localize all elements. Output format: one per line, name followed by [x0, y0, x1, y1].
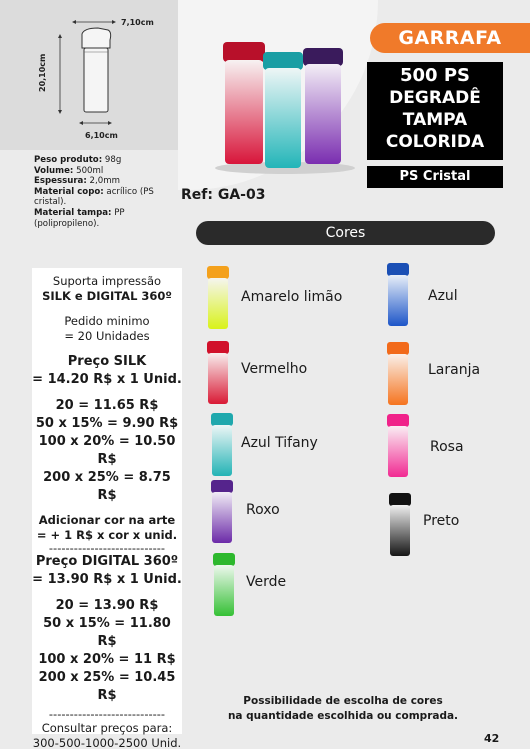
color-name-rosa: Rosa [430, 439, 464, 455]
digital-tier: 200 x 25% = 10.45 R$ [38, 670, 176, 703]
print-support-line: Suporta impressão [52, 274, 162, 288]
bottle-swatch-azul [386, 263, 410, 327]
color-name-azul-tifany: Azul Tifany [241, 435, 318, 451]
color-name-azul: Azul [428, 288, 458, 304]
color-name-vermelho: Vermelho [241, 361, 308, 377]
bottle-dimension-diagram [0, 0, 178, 150]
bottle-swatch-rosa [386, 414, 410, 478]
title-line-4: COLORIDA [385, 132, 485, 152]
color-name-preto: Preto [423, 513, 460, 529]
add-color-price: = + 1 R$ x cor x unid. [36, 528, 178, 542]
digital-unit-price: = 13.90 R$ x 1 Unid. [32, 572, 182, 587]
title-line-2: DEGRADÊ [389, 88, 481, 108]
spec-cup-material: Material copo: acrílico (PS cristal). [34, 186, 154, 208]
purple-cap [303, 48, 343, 66]
silk-price-title: Preço SILK [67, 354, 147, 369]
consult-quantities: 300-500-1000-2500 Unid. [32, 736, 182, 749]
spec-volume: Volume: 500ml [34, 165, 104, 176]
silk-tier: 20 = 11.65 R$ [55, 398, 159, 413]
digital-price-title: Preço DIGITAL 360º [35, 554, 179, 569]
silk-unit-price: = 14.20 R$ x 1 Unid. [32, 372, 182, 387]
color-name-verde: Verde [246, 574, 287, 590]
product-specs [34, 155, 184, 229]
bottle-swatch-preto [388, 493, 412, 557]
digital-tier: 50 x 15% = 11.80 R$ [43, 616, 171, 649]
min-order-label: Pedido minimo [64, 314, 150, 328]
width-label: 7,10cm [121, 18, 154, 27]
digital-tier: 100 x 20% = 11 R$ [38, 652, 176, 667]
spec-thickness: Espessura: 2,0mm [34, 176, 120, 187]
silk-tier: 100 x 20% = 10.50 R$ [38, 434, 176, 467]
bottle-swatch-laranja [386, 342, 410, 406]
separator: ---------------------------- [48, 541, 166, 555]
dimension-panel [0, 0, 178, 150]
digital-tier: 20 = 13.90 R$ [55, 598, 159, 613]
height-label: 20,10cm [38, 53, 47, 92]
pricing-panel [32, 268, 182, 749]
color-name-amarelo-limao: Amarelo limão [241, 289, 343, 305]
bottle-swatch-azul-tifany [210, 413, 234, 477]
material-badge: PS Cristal [367, 166, 503, 188]
spec-weight: Peso produto: 98g [34, 155, 122, 165]
page-number: 42 [484, 732, 500, 745]
print-methods-line: SILK e DIGITAL 360º [42, 289, 172, 303]
cores-header: Cores [196, 221, 495, 245]
title-block [367, 62, 503, 160]
hero-bottles-image [205, 38, 365, 178]
min-order-value: = 20 Unidades [64, 329, 150, 343]
bottle-swatch-verde [212, 553, 236, 617]
category-tag: GARRAFA [370, 23, 530, 53]
add-color-label: Adicionar cor na arte [38, 513, 176, 527]
silk-tier: 200 x 25% = 8.75 R$ [43, 470, 171, 503]
title-line-1: 500 PS [400, 65, 470, 86]
product-reference: Ref: GA-03 [181, 187, 266, 203]
footer-note: Possibilidade de escolha de cores na quantidade escolhida ou comprada. [227, 695, 459, 722]
spec-cap-material: Material tampa: PP (polipropileno). [34, 207, 125, 229]
consult-label: Consultar preços para: [41, 721, 173, 735]
bottle-swatch-vermelho [206, 341, 230, 405]
bottle-swatch-amarelo-limao [206, 266, 230, 330]
separator: ---------------------------- [48, 707, 166, 721]
color-name-laranja: Laranja [428, 362, 481, 378]
bottle-swatch-roxo [210, 480, 234, 544]
base-label: 6,10cm [85, 131, 118, 140]
silk-tier: 50 x 15% = 9.90 R$ [35, 416, 179, 431]
color-name-roxo: Roxo [246, 502, 280, 518]
title-line-3: TAMPA [402, 110, 468, 130]
